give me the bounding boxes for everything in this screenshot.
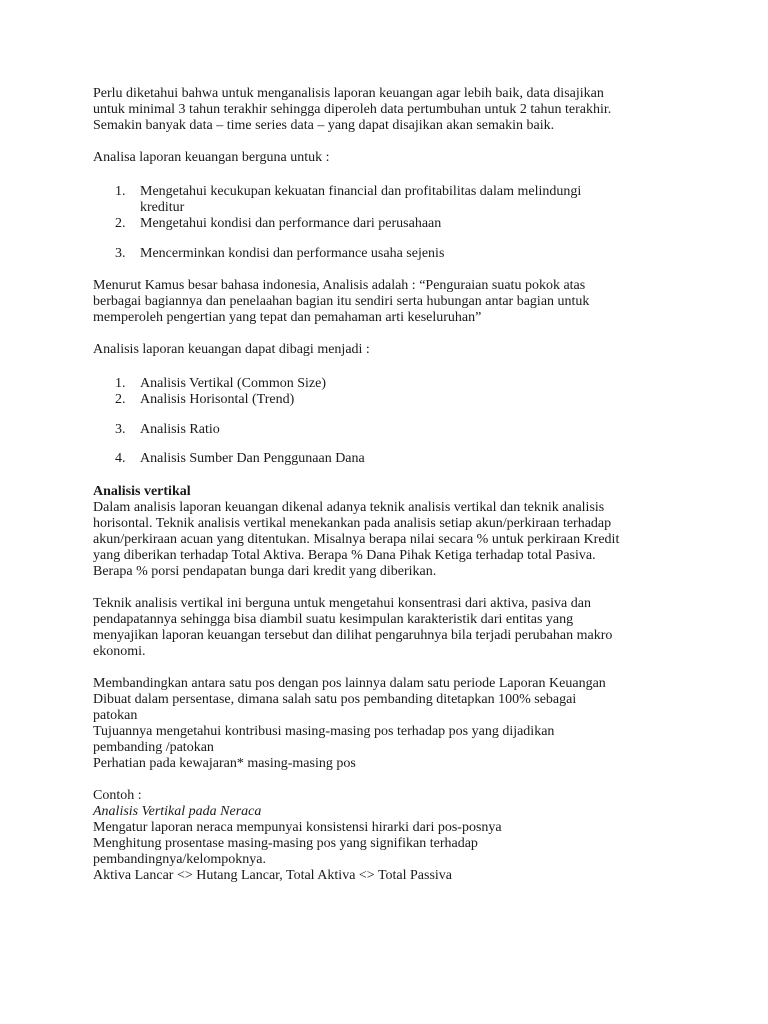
list-item: 2. Mengetahui kondisi dan performance dari perusahaan	[115, 216, 442, 231]
vertikal-paragraph-3: Membandingkan antara satu pos dengan pos lainnya dalam satu periode Laporan Keuangan Dibuat dalam persentase, dimana salah satu pos pembanding ditetapkan 100% sebagai patokan Tujuannya mengetahui kontribusi masing-masing pos terhadap pos yang dijadikan pembanding /patokan Perhatian pada kewajaran* masing-masing pos	[93, 676, 606, 771]
list-item: 3. Analisis Ratio	[115, 422, 220, 437]
definisi-paragraph: Menurut Kamus besar bahasa indonesia, Analisis adalah : “Penguraian suatu pokok atas berbagai bagiannya dan penelaahan bagian itu sendiri serta hubungan antar bagian untuk memperoleh pengertian yang tepat dan pemahaman arti keseluruhan”	[93, 278, 590, 325]
jenis-heading: Analisis laporan keuangan dapat dibagi menjadi :	[93, 342, 370, 357]
contoh-label: Contoh :	[93, 788, 142, 803]
kegunaan-heading: Analisa laporan keuangan berguna untuk :	[93, 150, 330, 165]
list-item: 1. Mengetahui kecukupan kekuatan financial dan profitabilitas dalam melindungi kreditur	[115, 184, 582, 215]
list-item: 3. Mencerminkan kondisi dan performance usaha sejenis	[115, 246, 445, 261]
vertikal-paragraph-1: Dalam analisis laporan keuangan dikenal adanya teknik analisis vertikal dan teknik analisis horisontal. Teknik analisis vertikal menekankan pada analisis setiap akun/perkiraan terhadap akun/perkiraan acuan yang ditentukan. Misalnya berapa nilai secara % untuk perkiraan Kredit yang diberikan terhadap Total Aktiva. Berapa % Dana Pihak Ketiga terhadap total Pasiva. Berapa % porsi pendapatan bunga dari kredit yang diberikan.	[93, 500, 620, 579]
document-body	[93, 86, 683, 884]
contoh-subtitle: Analisis Vertikal pada Neraca	[93, 804, 262, 819]
list-item: 1. Analisis Vertikal (Common Size)	[115, 376, 326, 391]
intro-paragraph: Perlu diketahui bahwa untuk menganalisis laporan keuangan agar lebih baik, data disajikan untuk minimal 3 tahun terakhir sehingga diperoleh data pertumbuhan untuk 2 tahun terakhir. Semakin banyak data – time series data – yang dapat disajikan akan semakin baik.	[93, 86, 612, 133]
vertikal-heading: Analisis vertikal	[93, 484, 191, 499]
contoh-paragraph: Mengatur laporan neraca mempunyai konsistensi hirarki dari pos-posnya Menghitung prosentase masing-masing pos yang signifikan terhadap pembandingnya/kelompoknya. Aktiva Lancar <> Hutang Lancar, Total Aktiva <> Total Passiva	[93, 820, 502, 883]
list-item: 2. Analisis Horisontal (Trend)	[115, 392, 295, 407]
vertikal-paragraph-2: Teknik analisis vertikal ini berguna untuk mengetahui konsentrasi dari aktiva, pasiva dan pendapatannya sehingga bisa diambil suatu kesimpulan karakteristik dari entitas yang menyajikan laporan keuangan tersebut dan dilihat pengaruhnya bila terjadi perubahan makro ekonomi.	[93, 596, 613, 659]
kegunaan-list	[93, 184, 683, 262]
list-item: 4. Analisis Sumber Dan Penggunaan Dana	[115, 451, 365, 466]
jenis-list	[93, 376, 683, 467]
